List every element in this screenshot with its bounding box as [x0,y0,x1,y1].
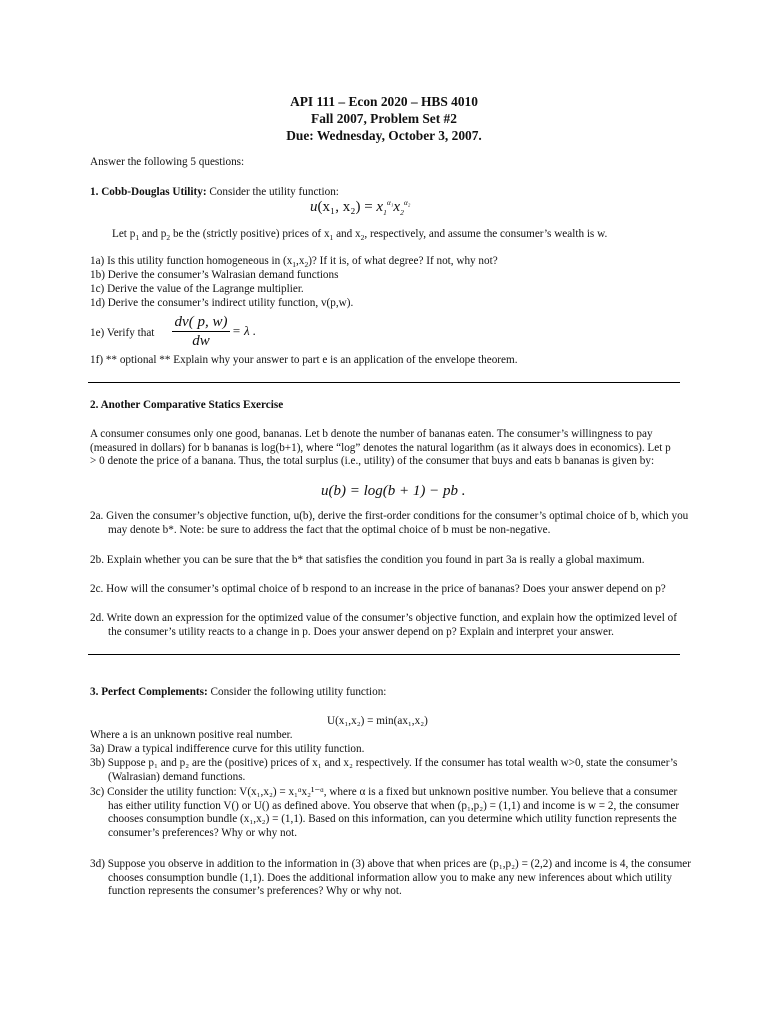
q1-part-a [90,255,498,269]
q1-utility-equation [310,198,411,217]
q1-eq-args: (x₁, x₂) = [317,199,377,215]
q1-eq-sub2: 2 [400,208,404,217]
q1-heading [90,186,339,200]
q3-part-d: 3d) Suppose you observe in addition to the information in (3) above that when prices are (p₁,p₂) = (2,2) and income is 4, the consumer chooses consumption bundle (1,1). Does the additional information allow you to make any new inferences about which utility function represents the consumer’s preferences? Why or why not. [90,858,691,898]
intro-text: Answer the following 5 questions: [90,156,245,168]
q1-price-text [112,228,607,242]
q2-part-a: 2a. Given the consumer’s objective function, u(b), derive the first-order conditions for the consumer’s optimal choice of b, which you may denote b*. Note: be sure to address the fact that the optimal choice of b must be non-negative. [90,510,689,536]
q1-part-c: 1c) Derive the value of the Lagrange multiplier. [90,283,304,295]
q2-heading: 2. Another Comparative Statics Exercise [90,399,284,411]
q1-part-f: 1f) ** optional ** Explain why your answer to part e is an application of the envelope theorem. [90,354,518,366]
q1-e-rhs: = λ . [232,323,257,338]
q1-text-b: and p [139,228,167,240]
q1-a-sub2: 2 [304,260,309,270]
q3-heading [90,686,386,700]
q3-part-a: 3a) Draw a typical indifference curve for this utility function. [90,743,365,755]
header-term: Fall 2007, Problem Set #2 [311,111,457,126]
q3-utility-equation: U(x₁,x₂) = min(ax₁,x₂) [327,715,428,727]
q3-where-text: Where a is an unknown positive real number. [90,729,293,741]
q1-part-b: 1b) Derive the consumer’s Walrasian demand functions [90,269,339,281]
q1-text-c: be the (strictly positive) prices of x [170,228,330,240]
q1-frac-bar [172,331,230,332]
q1-sub-p2: 2 [166,233,171,243]
q1-a-1: 1a) Is this utility function homogeneous in (x [90,255,293,267]
q1-a-2: ,x [296,255,305,267]
q1-eq-lhs: u [310,199,318,215]
q1-a-sub1: 1 [292,260,297,270]
header-course: API 111 – Econ 2020 – HBS 4010 [290,94,478,109]
q1-a-3: )? If it is, of what degree? If not, why not? [308,255,498,267]
q1-sub-p1: 1 [135,233,140,243]
q1-eq-sup2: α₂ [403,198,411,207]
q1-text-a: Let p [112,228,136,240]
q1-part-e-label: 1e) Verify that [90,327,155,339]
q2-intro-paragraph: A consumer consumes only one good, bananas. Let b denote the number of bananas eaten. The consumer’s willingness to pay (measured in dollars) for b bananas is log(b+1), where “log” denotes the natural logarithm (as it always does in economics). Let p > 0 denote the price of a banana. Thus, the total surplus (i.e., utility) of the consumer that buys and eats b bananas is given by: [90,428,671,468]
q1-eq-base2: x [393,199,401,215]
q1-frac-denominator: dw [192,333,210,349]
q1-derivative-fraction [172,314,230,349]
q3-heading-bold: 3. Perfect Complements: [90,686,208,698]
section-divider-2 [88,654,680,655]
q1-eq-base1: x [376,199,384,215]
q3-part-b: 3b) Suppose p₁ and p₂ are the (positive) prices of x₁ and x₂ respectively. If the consumer has total wealth w>0, state the consumer’s (Walrasian) demand functions. [90,757,678,783]
q1-sub-x2: 2 [360,233,365,243]
q1-part-d: 1d) Derive the consumer’s indirect utility function, v(p,w). [90,297,354,309]
q1-eq-sup1: α₁ [386,198,394,207]
q1-heading-rest: Consider the utility function: [206,186,339,198]
q1-heading-bold: 1. Cobb-Douglas Utility: [90,186,207,198]
q1-text-d: and x [333,228,361,240]
header-due-date: Due: Wednesday, October 3, 2007. [286,128,482,143]
q1-sub-x1: 1 [329,233,334,243]
q2-part-c: 2c. How will the consumer’s optimal choice of b respond to an increase in the price of bananas? Does your answer depend on p? [90,583,666,595]
q2-surplus-equation: u(b) = log(b + 1) − pb . [321,483,466,499]
q3-heading-rest: Consider the following utility function: [207,686,387,698]
q1-text-e: , respectively, and assume the consumer’s wealth is w. [364,228,608,240]
q1-frac-numerator: dv( p, w) [174,314,228,330]
q2-part-d: 2d. Write down an expression for the optimized value of the consumer’s objective function, and explain how the optimized level of the consumer’s utility reacts to a change in p. Does your answer depend on p? Explain and interpret your answer. [90,612,677,638]
q1-eq-sub1: 1 [383,208,387,217]
q2-part-b: 2b. Explain whether you can be sure that the b* that satisfies the condition you found in part 3a is really a global maximum. [90,554,645,566]
section-divider-1 [88,382,680,383]
q3-part-c: 3c) Consider the utility function: V(x₁,x₂) = x₁ᵅx₂¹⁻ᵅ, where α is a fixed but unknown positive number. You believe that a consumer has either utility function V() or U() as defined above. You observe that when (p₁,p₂) = (1,1) and income is w = 2, the consumer chooses consumption bundle (x₁,x₂) = (1,1). Based on this information, can you determine which utility function represents the consumer’s preferences? Why or why not. [90,786,680,839]
